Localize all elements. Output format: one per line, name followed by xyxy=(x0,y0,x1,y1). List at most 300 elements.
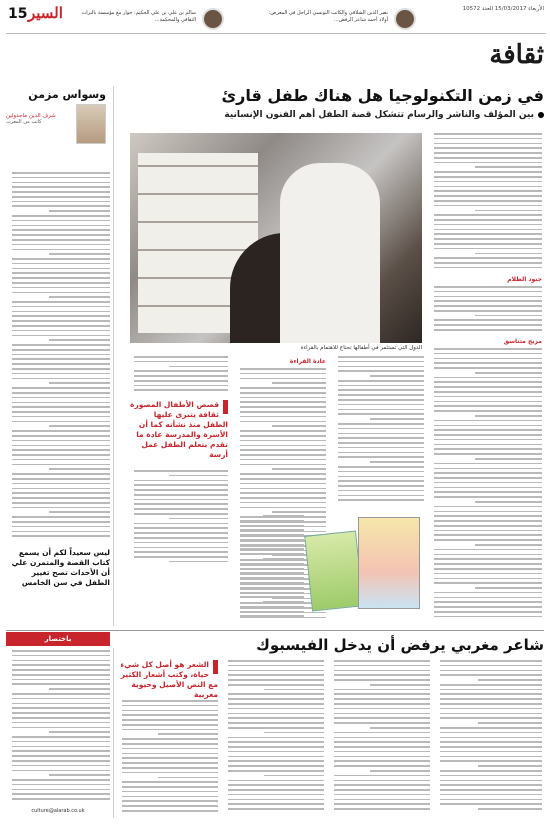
text-line xyxy=(240,568,304,570)
text-line xyxy=(264,732,324,734)
text-line xyxy=(12,779,110,781)
column-text xyxy=(8,172,110,542)
text-line xyxy=(434,229,542,231)
text-line xyxy=(12,325,110,327)
text-line xyxy=(134,489,228,491)
text-line xyxy=(12,669,110,671)
text-line xyxy=(334,808,430,810)
text-line xyxy=(338,428,424,430)
text-line xyxy=(240,430,326,432)
text-line xyxy=(134,356,228,358)
article-text xyxy=(130,356,228,396)
text-line xyxy=(49,253,110,255)
text-line xyxy=(12,449,110,451)
text-line xyxy=(228,770,324,772)
text-line xyxy=(12,416,110,418)
text-line xyxy=(440,732,542,734)
text-line xyxy=(12,454,110,456)
text-line xyxy=(440,751,542,753)
text-line xyxy=(12,201,110,203)
text-line xyxy=(228,727,324,729)
text-line xyxy=(338,356,424,358)
text-line xyxy=(264,689,324,691)
text-line xyxy=(440,789,542,791)
text-line xyxy=(12,411,110,413)
text-line xyxy=(134,523,228,525)
text-line xyxy=(12,392,110,394)
article-text xyxy=(236,515,304,623)
text-line xyxy=(434,377,542,379)
text-line xyxy=(12,229,110,231)
text-line xyxy=(338,389,424,391)
text-line xyxy=(134,480,228,482)
text-line xyxy=(440,698,542,700)
text-line xyxy=(228,737,324,739)
text-line xyxy=(338,413,424,415)
text-line xyxy=(12,306,110,308)
text-line xyxy=(440,665,542,667)
text-line xyxy=(334,717,430,719)
text-line xyxy=(434,539,542,541)
text-line xyxy=(334,803,430,805)
text-line xyxy=(122,729,218,731)
text-line xyxy=(338,480,424,482)
text-line xyxy=(434,296,542,298)
text-line xyxy=(240,440,326,442)
pull-quote: قصص الأطفال المصورة ثقافة يتبرى عليها الطفل منذ نشأته كما أن الأسرة والمدرسة عادة ما تقدم بتعلم الطفل عمل أرسة xyxy=(130,400,228,459)
text-line xyxy=(434,214,542,216)
text-line xyxy=(434,468,542,470)
text-line xyxy=(434,143,542,145)
page-header xyxy=(6,4,546,34)
text-line xyxy=(12,421,110,423)
text-line xyxy=(240,577,304,579)
text-line xyxy=(434,616,542,618)
text-line xyxy=(434,329,542,331)
text-line xyxy=(272,425,326,427)
text-line xyxy=(228,684,324,686)
text-line xyxy=(272,468,326,470)
text-line xyxy=(263,515,304,517)
text-line xyxy=(49,774,110,776)
text-line xyxy=(228,665,324,667)
text-line xyxy=(334,746,430,748)
text-line xyxy=(334,737,430,739)
text-line xyxy=(440,713,542,715)
subhead: جنود الظلام xyxy=(507,276,542,283)
article-text xyxy=(330,660,430,818)
text-line xyxy=(434,549,542,551)
text-line xyxy=(338,370,424,372)
text-line xyxy=(440,784,542,786)
text-line xyxy=(12,387,110,389)
text-line xyxy=(12,311,110,313)
text-line xyxy=(434,425,542,427)
text-line xyxy=(228,660,324,662)
text-line xyxy=(228,780,324,782)
text-line xyxy=(228,794,324,796)
text-line xyxy=(334,732,430,734)
book-covers-photo xyxy=(308,515,423,623)
text-line xyxy=(434,190,542,192)
text-line xyxy=(478,722,542,724)
text-line xyxy=(12,402,110,404)
text-line xyxy=(434,157,542,159)
text-line xyxy=(440,770,542,772)
text-line xyxy=(338,399,424,401)
text-line xyxy=(334,765,430,767)
text-line xyxy=(240,539,304,541)
text-line xyxy=(434,611,542,613)
text-line xyxy=(12,746,110,748)
text-line xyxy=(228,674,324,676)
text-line xyxy=(240,392,326,394)
text-line xyxy=(440,756,542,758)
text-line xyxy=(12,760,110,762)
text-line xyxy=(49,210,110,212)
text-line xyxy=(169,366,228,368)
text-line xyxy=(434,162,542,164)
photo-caption: الدول التي تستثمر في أطفالها تحتاج للاهتمام بالقراءة xyxy=(300,345,422,351)
text-line xyxy=(12,459,110,461)
text-line xyxy=(434,152,542,154)
text-line xyxy=(475,501,542,503)
text-line xyxy=(434,453,542,455)
text-line xyxy=(169,561,228,563)
text-line xyxy=(134,527,228,529)
text-line xyxy=(12,516,110,518)
text-line xyxy=(12,765,110,767)
text-line xyxy=(228,760,324,762)
text-line xyxy=(12,287,110,289)
text-line xyxy=(434,463,542,465)
text-line xyxy=(12,315,110,317)
text-line xyxy=(370,375,424,377)
text-line xyxy=(158,733,218,735)
column-divider xyxy=(113,86,114,626)
text-line xyxy=(434,520,542,522)
text-line xyxy=(134,532,228,534)
text-line xyxy=(440,737,542,739)
text-line xyxy=(334,674,430,676)
text-line xyxy=(440,717,542,719)
text-line xyxy=(134,380,228,382)
text-line xyxy=(434,257,542,259)
text-line xyxy=(12,263,110,265)
article-text xyxy=(334,356,424,508)
text-line xyxy=(122,700,218,702)
text-line xyxy=(334,760,430,762)
text-line xyxy=(134,470,228,472)
text-line xyxy=(440,703,542,705)
text-line xyxy=(12,770,110,772)
text-line xyxy=(440,780,542,782)
article-headline: في زمن التكنولوجيا هل هناك طفل قارئ xyxy=(221,86,544,105)
text-line xyxy=(228,799,324,801)
text-line xyxy=(240,406,326,408)
text-line xyxy=(12,717,110,719)
text-line xyxy=(240,421,326,423)
text-line xyxy=(12,497,110,499)
text-line xyxy=(12,349,110,351)
text-line xyxy=(440,775,542,777)
text-line xyxy=(122,810,218,812)
text-line xyxy=(240,572,304,574)
text-line xyxy=(440,746,542,748)
text-line xyxy=(338,404,424,406)
text-line xyxy=(12,258,110,260)
text-line xyxy=(122,748,218,750)
text-line xyxy=(228,708,324,710)
text-line xyxy=(240,435,326,437)
text-line xyxy=(338,423,424,425)
text-line xyxy=(434,592,542,594)
text-line xyxy=(434,262,542,264)
avatar xyxy=(202,8,224,30)
text-line xyxy=(134,537,228,539)
text-line xyxy=(434,286,542,288)
text-line xyxy=(12,186,110,188)
text-line xyxy=(12,488,110,490)
text-line xyxy=(338,447,424,449)
text-line xyxy=(240,525,304,527)
text-line xyxy=(338,471,424,473)
text-line xyxy=(370,418,424,420)
text-line xyxy=(12,301,110,303)
text-line xyxy=(334,665,430,667)
text-line xyxy=(440,689,542,691)
text-line xyxy=(434,396,542,398)
text-line xyxy=(240,492,326,494)
text-line xyxy=(240,592,304,594)
text-line xyxy=(334,784,430,786)
text-line xyxy=(134,551,228,553)
avatar xyxy=(394,8,416,30)
text-line xyxy=(334,741,430,743)
text-line xyxy=(12,521,110,523)
text-line xyxy=(134,503,228,505)
text-line xyxy=(434,439,542,441)
text-line xyxy=(49,468,110,470)
text-line xyxy=(49,688,110,690)
text-line xyxy=(434,353,542,355)
text-line xyxy=(228,803,324,805)
text-line xyxy=(134,499,228,501)
text-line xyxy=(434,362,542,364)
text-line xyxy=(134,542,228,544)
text-line xyxy=(12,320,110,322)
section-title: ثقافة xyxy=(489,40,544,70)
article-text xyxy=(130,470,228,570)
text-line xyxy=(12,239,110,241)
text-line xyxy=(334,794,430,796)
text-line xyxy=(12,483,110,485)
text-line xyxy=(228,713,324,715)
text-line xyxy=(334,780,430,782)
text-line xyxy=(134,389,228,391)
text-line xyxy=(440,760,542,762)
text-line xyxy=(122,714,218,716)
text-line xyxy=(12,406,110,408)
text-line xyxy=(434,147,542,149)
subhead: مزيج متناسق xyxy=(503,338,542,345)
article-text xyxy=(430,348,542,623)
text-line xyxy=(122,757,218,759)
text-line xyxy=(240,497,326,499)
text-line xyxy=(434,219,542,221)
text-line xyxy=(12,225,110,227)
text-line xyxy=(12,492,110,494)
text-line xyxy=(440,794,542,796)
text-line xyxy=(12,727,110,729)
text-line xyxy=(478,808,542,810)
text-line xyxy=(334,789,430,791)
text-line xyxy=(434,319,542,321)
text-line xyxy=(12,464,110,466)
text-line xyxy=(434,491,542,493)
text-line xyxy=(434,601,542,603)
text-line xyxy=(228,717,324,719)
text-line xyxy=(134,361,228,363)
text-line xyxy=(12,741,110,743)
text-line xyxy=(334,756,430,758)
text-line xyxy=(12,693,110,695)
text-line xyxy=(49,296,110,298)
text-line xyxy=(240,611,304,613)
text-line xyxy=(475,458,542,460)
text-line xyxy=(338,442,424,444)
text-line xyxy=(228,808,324,810)
text-line xyxy=(12,683,110,685)
text-line xyxy=(264,775,324,777)
text-line xyxy=(338,394,424,396)
text-line xyxy=(334,660,430,662)
text-line xyxy=(434,171,542,173)
text-line xyxy=(434,472,542,474)
text-line xyxy=(434,310,542,312)
text-line xyxy=(370,461,424,463)
text-line xyxy=(12,215,110,217)
text-line xyxy=(434,133,542,135)
text-line xyxy=(12,736,110,738)
text-line xyxy=(228,693,324,695)
text-line xyxy=(475,415,542,417)
text-line xyxy=(475,315,542,317)
text-line xyxy=(370,770,430,772)
text-line xyxy=(240,373,326,375)
text-line xyxy=(240,449,326,451)
text-line xyxy=(478,679,542,681)
text-line xyxy=(434,487,542,489)
text-line xyxy=(12,750,110,752)
text-line xyxy=(122,800,218,802)
text-line xyxy=(440,674,542,676)
text-line xyxy=(49,382,110,384)
text-line xyxy=(434,291,542,293)
text-line xyxy=(158,777,218,779)
text-line xyxy=(12,196,110,198)
text-line xyxy=(440,741,542,743)
text-line xyxy=(12,373,110,375)
text-line xyxy=(434,506,542,508)
text-line xyxy=(12,344,110,346)
text-line xyxy=(434,181,542,183)
text-line xyxy=(334,689,430,691)
article-text xyxy=(224,660,324,818)
article-text xyxy=(430,286,542,334)
text-line xyxy=(434,305,542,307)
text-line xyxy=(12,354,110,356)
text-line xyxy=(475,166,542,168)
text-line xyxy=(12,268,110,270)
text-line xyxy=(434,578,542,580)
text-line xyxy=(12,220,110,222)
text-line xyxy=(434,410,542,412)
text-line xyxy=(338,452,424,454)
page-number: 15 xyxy=(8,6,28,22)
header-teaser-left: سالم بن علي بن علي الحكيم: حوار مع مؤسسة بالتراث الثقافي والمحكمة... xyxy=(81,10,196,23)
text-line xyxy=(338,495,424,497)
text-line xyxy=(49,731,110,733)
article-text xyxy=(430,133,542,273)
text-line xyxy=(475,253,542,255)
text-line xyxy=(440,670,542,672)
text-line xyxy=(370,727,430,729)
text-line xyxy=(240,459,326,461)
text-line xyxy=(434,405,542,407)
text-line xyxy=(338,490,424,492)
text-line xyxy=(475,372,542,374)
text-line xyxy=(240,615,304,617)
text-line xyxy=(434,434,542,436)
text-line xyxy=(12,234,110,236)
text-line xyxy=(134,375,228,377)
text-line xyxy=(434,386,542,388)
text-line xyxy=(49,339,110,341)
text-line xyxy=(440,803,542,805)
text-line xyxy=(240,563,304,565)
text-line xyxy=(338,466,424,468)
text-line xyxy=(122,719,218,721)
pull-quote: ليس سعيداً لكم أن يسمع كتاب القصة والمتمرن علي أن الأحداث تصح تغيير الطفل في سن الخامس xyxy=(11,548,110,587)
text-line xyxy=(12,282,110,284)
text-line xyxy=(440,684,542,686)
text-line xyxy=(12,793,110,795)
text-line xyxy=(240,544,304,546)
text-line xyxy=(12,478,110,480)
text-line xyxy=(12,755,110,757)
text-line xyxy=(122,753,218,755)
text-line xyxy=(240,387,326,389)
text-line xyxy=(228,789,324,791)
text-line xyxy=(228,703,324,705)
text-line xyxy=(122,791,218,793)
column-divider xyxy=(113,648,114,818)
text-line xyxy=(338,485,424,487)
subhead: عادة القراءة xyxy=(289,358,326,365)
text-line xyxy=(12,172,110,174)
text-line xyxy=(263,601,304,603)
article-photo xyxy=(130,133,422,343)
text-line xyxy=(434,530,542,532)
text-line xyxy=(338,366,424,368)
text-line xyxy=(134,385,228,387)
text-line xyxy=(434,243,542,245)
text-line xyxy=(240,378,326,380)
text-line xyxy=(338,499,424,501)
header-teaser-right: نصر الدين الشلاقي والكاتب التونسي الراحل في المعرض: أولاد أحمد شاعر الرفض... xyxy=(268,10,388,23)
text-line xyxy=(12,292,110,294)
